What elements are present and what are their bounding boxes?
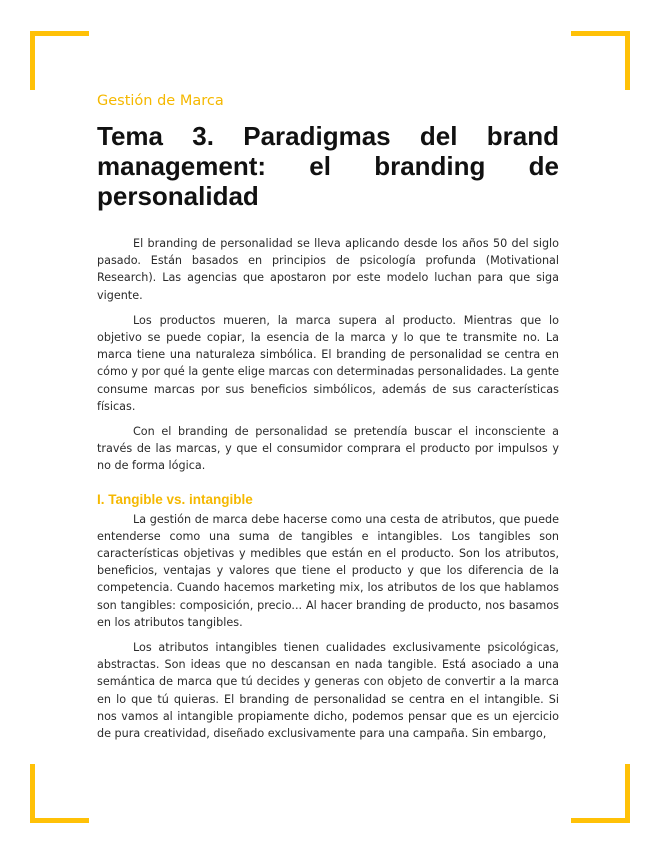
section-paragraph-2: Los atributos intangibles tienen cualidades exclusivamente psicológicas, abstractas. Son ideas que no descansan en nada tangible. Está asociado a una semántica de marca que tú decides y generas con objeto de convertir a la marca en lo que tú quieras. El branding de personalidad se centra en el intangible. Si nos vamos al intangible propiamente dicho, podemos pensar que es un ejercicio de pura creatividad, diseñado exclusivamente para una campaña. Sin embargo, [97,641,559,741]
intro-paragraph-2: Los productos mueren, la marca supera al producto. Mientras que lo objetivo se puede copiar, la esencia de la marca y lo que te transmite no. La marca tiene una naturaleza simbólica. El branding de personalidad se centra en cómo y por qué la gente elige marcas con determinadas personalidades. La gente consume marcas por sus beneficios simbólicos, además de sus características físicas. [97,313,559,413]
frame-corner-bottom-right [571,764,630,823]
frame-corner-bottom-left [30,764,89,823]
section-heading: I. Tangible vs. intangible [97,491,253,507]
frame-corner-top-left [30,31,89,90]
intro-paragraph-1: El branding de personalidad se lleva aplicando desde los años 50 del siglo pasado. Están basados en principios de psicología profunda (Motivational Research). Las agencias que apostaron por este modelo luchan para que siga vigente. [97,237,559,302]
frame-corner-top-right [571,31,630,90]
page-content [97,92,559,750]
page-title: Tema 3. Paradigmas del brand management: el branding de personalidad [97,121,559,211]
section-paragraph-1: La gestión de marca debe hacerse como una cesta de atributos, que puede entenderse como una suma de tangibles e intangibles. Los tangibles son características objetivas y medibles que están en el producto. Son los atributos, beneficios, ventajas y valores que tiene el producto y que los diferencia de la competencia. Cuando hacemos marketing mix, los atributos de los que hablamos son tangibles: composición, precio... Al hacer branding de producto, nos basamos en los atributos tangibles. [97,512,559,629]
intro-paragraph-3: Con el branding de personalidad se pretendía buscar el inconsciente a través de las marcas, y que el consumidor comprara el producto por impulsos y no de forma lógica. [97,425,559,473]
course-label: Gestión de Marca [97,93,224,109]
